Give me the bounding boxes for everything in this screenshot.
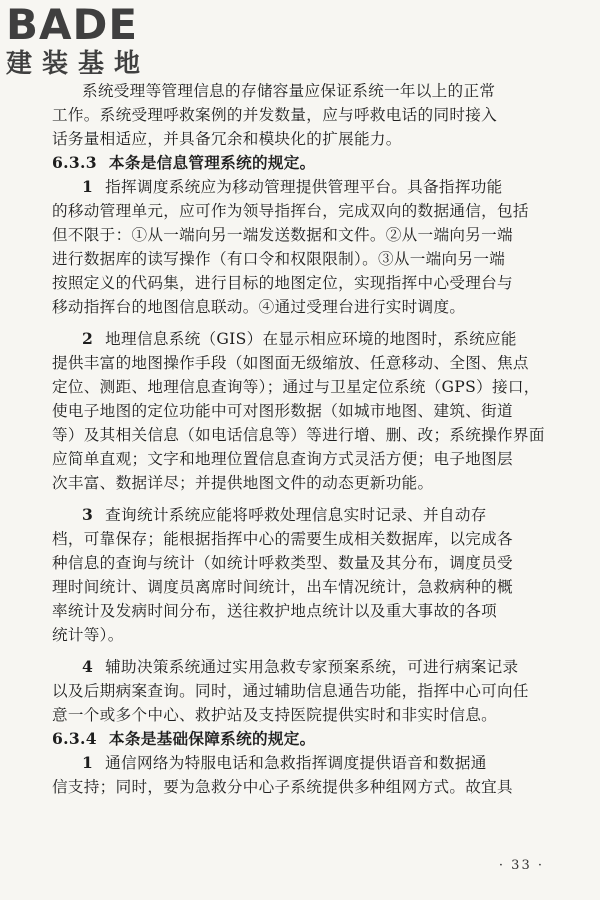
item-text: 查询统计系统应能将呼救处理信息实时记录、并自动存 [105, 506, 487, 524]
text-line: 意一个或多个中心、救护站及支持医院提供实时和非实时信息。 [52, 706, 498, 724]
text-line: 但不限于：①从一端向另一端发送数据和文件。②从一端向另一端 [52, 226, 513, 244]
page-number: · 33 · [498, 858, 544, 873]
text-line: 理时间统计、调度员离席时间统计，出车情况统计，急救病种的概 [52, 578, 513, 596]
item-text: 地理信息系统（GIS）在显示相应环境的地图时，系统应能 [105, 330, 517, 348]
text-line: 系统受理等管理信息的存储容量应保证系统一年以上的正常 [82, 82, 496, 100]
text-line: 率统计及发病时间分布，送往救护地点统计以及重大事故的各项 [52, 602, 498, 620]
text-line: 以及后期病案查询。同时，通过辅助信息通告功能，指挥中心可向任 [52, 682, 529, 700]
section-title: 本条是信息管理系统的规定。 [108, 153, 316, 172]
item-1-line [52, 175, 550, 199]
item-4-line [52, 655, 550, 679]
item-text: 辅助决策系统通过实用急救专家预案系统，可进行病案记录 [105, 658, 519, 676]
text-line: 信支持；同时，要为急救分中心子系统提供多种组网方式。故宜具 [52, 778, 513, 796]
text-line: 使电子地图的定位功能中可对图形数据（如城市地图、建筑、街道 [52, 402, 513, 420]
logo-subtitle: 建装基地 [6, 49, 151, 79]
text-line: 工作。系统受理呼救案例的并发数量，应与呼救电话的同时接入 [52, 106, 498, 124]
text-line: 的移动管理单元，应可作为领导指挥台，完成双向的数据通信，包括 [52, 202, 529, 220]
text-line: 定位、测距、地理信息查询等）；通过与卫星定位系统（GPS）接口， [52, 378, 540, 396]
item-1-line [52, 751, 550, 775]
section-number: 6.3.4 [52, 729, 97, 748]
text-line: 按照定义的代码集，进行目标的地图定位，实现指挥中心受理台与 [52, 274, 513, 292]
text-line: 话务量相适应，并具备冗余和模块化的扩展能力。 [52, 130, 402, 148]
text-line: 次丰富、数据详尽；并提供地图文件的动态更新功能。 [52, 474, 434, 492]
item-number: 4 [82, 657, 94, 676]
item-text: 指挥调度系统应为移动管理提供管理平台。具备指挥功能 [105, 178, 503, 196]
text-line: 种信息的查询与统计（如统计呼救类型、数量及其分布，调度员受 [52, 554, 513, 572]
text-line: 移动指挥台的地图信息联动。④通过受理台进行实时调度。 [52, 298, 466, 316]
item-number: 1 [82, 177, 94, 196]
text-line: 提供丰富的地图操作手段（如图面无级缩放、任意移动、全图、焦点 [52, 354, 529, 372]
bade-logo [6, 2, 176, 88]
item-text: 通信网络为特服电话和急救指挥调度提供语音和数据通 [105, 754, 487, 772]
section-heading-6-3-4 [52, 727, 550, 751]
page-body [52, 79, 550, 799]
section-number: 6.3.3 [52, 153, 97, 172]
item-number: 3 [82, 505, 94, 524]
text-line: 应简单直观；文字和地理位置信息查询方式灵活方便；电子地图层 [52, 450, 513, 468]
section-heading-6-3-3 [52, 151, 550, 175]
item-3-line [52, 503, 550, 527]
text-line: 等）及其相关信息（如电话信息等）等进行增、删、改；系统操作界面 [52, 426, 545, 444]
text-line: 进行数据库的读写操作（有口令和权限限制）。③从一端向另一端 [52, 250, 506, 268]
logo-wordmark: BADE [6, 0, 139, 49]
text-line: 档，可靠保存；能根据指挥中心的需要生成相关数据库，以完成各 [52, 530, 513, 548]
section-title: 本条是基础保障系统的规定。 [108, 729, 316, 748]
item-2-line [52, 327, 550, 351]
item-number: 2 [82, 329, 94, 348]
item-number: 1 [82, 753, 94, 772]
text-line: 统计等）。 [52, 626, 124, 644]
